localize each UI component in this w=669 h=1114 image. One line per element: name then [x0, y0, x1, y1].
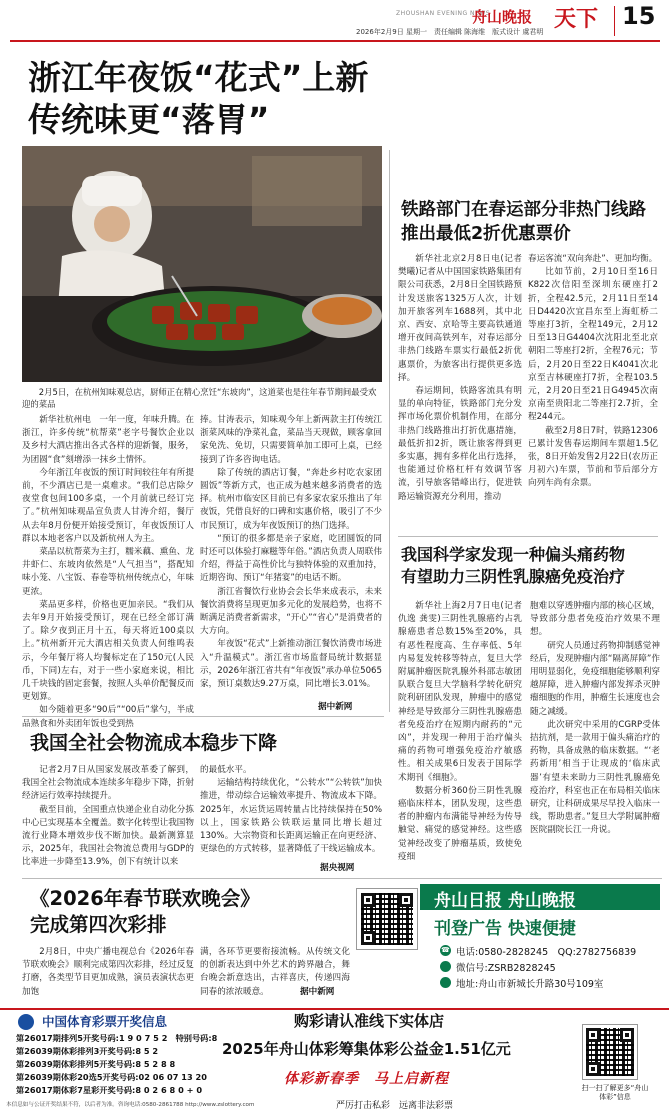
- headline-railway-2: 推出最低2折优惠票价: [401, 224, 571, 244]
- paragraph: 菜品更多样，价格也更加亲民。“我们从去年9月开始接受预订，现在已经全部订满了。除夕夜到正月十五，每天将近100桌以上。”杭州新开元大酒店相关负责人何维鸣表示，今年餐厅将人均餐标定在了150元(人民币，下同)左右，对于一些小家庭来说，相比几千块钱的固定套餐，按照人头单价配餐反而更划算。: [22, 599, 194, 703]
- masthead-divider: [614, 6, 615, 36]
- lottery-row: 第26017期体彩7星彩开奖号码:8 0 2 6 8 0 + 0: [16, 1085, 203, 1095]
- headline-science-2: 有望助力三阴性乳腺癌免疫治疗: [401, 567, 626, 586]
- paragraph: 截至2月8日7时，铁路12306已累计发售春运期间车票超1.5亿张，8日开始发售2月22日(农历正月初六)车票，节前和节后部分方向列车尚有余票。: [528, 425, 658, 489]
- lottery-results: [16, 1032, 252, 1097]
- a3-column-2: [530, 600, 660, 868]
- paragraph: 运输结构持续优化，“公转水”“公转铁”加快推进，带动综合运输效率提升、物流成本下降。2025年，水运货运周转量占比持续保持在50%以上，国家铁路公铁联运量同比增长超过130%。大宗物资和长距离运输正在向更经济、更绿色的方式转移，显著降低了干线运输成本。: [200, 778, 382, 855]
- paragraph: 捧。甘涛表示，知味观今年上新两款主打传统江浙菜风味的净菜礼盒，菜品当天现做，顾客拿回家免洗、免切，只需要简单加工即可上桌，已经接到了许多咨询电话。: [200, 415, 382, 465]
- paragraph: 新华社上海2月7日电(记者 仇逸 龚雯)三阴性乳腺癌约占乳腺癌患者总数15%至20%，具有恶性程度高、生存率低、5年内易复发转移等特点，复旦大学附属肿瘤医院乳腺外科邵志敏团队联合复旦大学脑科学转化研究院利研团队发现，肿瘤中的感觉神经是导致部分三阴性乳腺癌患者免疫治疗在短期内耐药的“元凶”，并发现一种用于治疗偏头痛的药物可增强免疫治疗敏感性。相关成果6日发表于国际学术期刊《细胞》。: [398, 601, 522, 783]
- paragraph: 除了传统的酒店订餐，“奔赴乡村吃农家团圆饭”等新方式，也正成为越来越多消费者的选择。杭州市临安区目前已有多家农家乐推出了年夜饭，凭借良好的口碑和实惠价格，吸引了不少市民预订，成为年夜饭预订的热门选择。: [200, 467, 382, 531]
- a2-column-1: [398, 253, 522, 529]
- chef-cooking-illustration: [22, 146, 382, 382]
- paragraph: 数据分析360份三阴性乳腺癌临床样本，团队发现，这些患者的肿瘤内布满能导神经为传导触觉、痛觉的感觉神经。这些感觉神经改变了肿瘤基质，致使免疫细: [398, 785, 522, 862]
- wechat-icon: [440, 961, 451, 972]
- section-rule: [22, 716, 384, 717]
- lottery-qr-code[interactable]: [582, 1024, 638, 1080]
- headline-logistics: 我国全社会物流成本稳步下降: [30, 732, 278, 754]
- paragraph: 记者2月7日从国家发展改革委了解到，我国全社会物流成本连续多年稳步下降，折射经济运行效率持续提升。: [22, 765, 194, 802]
- buy-line: 购彩请认准线下实体店: [294, 1012, 445, 1030]
- headline-dinner-1: 浙江年夜饭“花式”上新: [28, 58, 369, 97]
- ad-wechat: 微信号:ZSRB2828245: [456, 963, 556, 974]
- dateline: 2026年2月9日 星期一 责任编辑 陈海维 版式设计 虞君明: [356, 28, 544, 36]
- a5-column-2: [200, 946, 350, 1006]
- lottery-row: 第26039期体彩排列5开奖号码:8 5 2 8 8: [16, 1059, 176, 1069]
- a3-column-1: [398, 600, 522, 868]
- headline-dinner-2: 传统味更“落胃”: [28, 100, 270, 139]
- paragraph: 新华社北京2月8日电(记者 樊曦)记者从中国国家铁路集团有限公司获悉，2月8日全国铁路预计发送旅客1325万人次，计划加开旅客列车1688列，其中北京、西安、京哈等主要高铁通道增开夜间高铁列车，对春运部分非热门线路车票实行最低2折优惠票价，为旅客出行提供更多选择。: [398, 254, 522, 383]
- lottery-row: 第26039期体彩20选5开奖号码:02 06 07 13 20: [16, 1072, 207, 1082]
- ad-papers: 舟山日报 舟山晚报: [434, 891, 576, 911]
- header-rule: [10, 40, 660, 42]
- paragraph: 胞难以穿透肿瘤内部的核心区域，导致部分患者免疫治疗效果不理想。: [530, 601, 660, 638]
- fund-line: 2025年舟山体彩筹集体彩公益金1.51亿元: [222, 1040, 511, 1058]
- column-divider: [389, 150, 390, 712]
- location-icon: [440, 977, 451, 988]
- a5-column-1: [22, 946, 194, 1006]
- page-number: 15: [622, 2, 656, 30]
- lottery-banner: [0, 1008, 669, 1114]
- lottery-row: 第26039期体彩排列3开奖号码:8 5 2: [16, 1046, 159, 1056]
- headline-science-1: 我国科学家发现一种偏头痛药物: [401, 545, 626, 564]
- ad-panel: [420, 884, 660, 1002]
- ad-address: 地址:舟山市新城长升路30号109室: [456, 979, 604, 990]
- paragraph: 比如节前，2月10日至16日K822次信阳至深圳东硬座打2折，全程42.5元，2月11日至14日D4420次宜昌东至上海虹桥二等座打3折，全程149元，2月12日至13日G4404次沈阳北至北京朝阳二等座打2折，全程76元；节后，2月20日至22日K4041次北京至吉林硬座打7折，全程103.5元，2月20日至21日G4945次南京南至贵阳北二等座打2.7折，全程244元。: [528, 267, 658, 423]
- lottery-warning: 严厉打击私彩 远离非法彩票: [336, 1101, 454, 1111]
- paragraph: 截至目前，全国重点快递企业自动化分拣中心已实现基本全覆盖。数字化转型让我国物流行业降本增效步伐不断加快。最新测算显示，2025年，我国社会物流总费用与GDP的比率进一步降至13.9%，创下有统计以来: [22, 804, 194, 868]
- paragraph: 春运客流“双向奔赴”、更加均衡。: [528, 254, 658, 264]
- section-rule: [22, 878, 662, 879]
- a5-source: 据中新网: [300, 987, 335, 997]
- lottery-title: 中国体育彩票开奖信息: [42, 1014, 168, 1029]
- paragraph: “预订的很多都是亲子家庭，吃团圆饭的同时还可以体验打麻糍等年俗。”酒店负责人周联伟介绍，得益于高性价比与独特体验的双重加持，近期咨询、预订“年猪宴”的电话不断。: [200, 533, 382, 584]
- section-rule: [398, 536, 658, 537]
- paragraph: 浙江省餐饮行业协会会长华来成表示，未来餐饮消费将呈现更加多元化的发展趋势，也将不断满足消费者新需求，“开心”“省心”是消费者的大方向。: [200, 586, 382, 637]
- paragraph: 2月8日，中央广播电视总台《2026年春节联欢晚会》顺利完成第四次彩排，经过反复打磨，各类型节目更加成熟，演员表演状态更加饱: [22, 947, 194, 997]
- ad-slogan: 刊登广告 快速便捷: [434, 919, 576, 939]
- headline-gala-1: 《2026年春节联欢晚会》: [30, 887, 260, 910]
- a1-column-2: [200, 414, 382, 698]
- paragraph: 如今随着更多“90后”“00后”掌勺，半成品熟食和外卖团年饭也受到热: [22, 705, 194, 729]
- paragraph: 今年浙江年夜饭的预订时间较往年有所提前，不少酒店已是一桌难求。“我们总店除夕夜堂食包间100多桌，一个月前就已经订完了。”杭州知味观品宣负责人甘涛介绍，餐厅从去年8月份便开始接受预订，年夜饭预订人群以本地老客户以及新杭州人为主。: [22, 467, 194, 544]
- photo-caption: 2月5日，在杭州知味观总店，厨师正在精心烹饪“东坡肉”，这道菜也是往年春节期间最受欢迎的菜品: [22, 387, 377, 409]
- a4-column-1: [22, 764, 194, 874]
- headline-gala-2: 完成第四次彩排: [30, 913, 167, 936]
- paragraph: 菜品以杭帮菜为主打，糯米藕、熏鱼、龙井虾仁、东坡肉依然是“人气担当”，搭配知味小笼、八宝饭、春卷等杭州传统点心，年味更浓。: [22, 547, 194, 597]
- paragraph: 满，各环节更要衔接流畅。从传统文化的创新表达到中外艺术的跨界融合，舞台晚会新意迭出，古祥喜庆，传递四海同春的浓浓暖意。: [200, 947, 350, 997]
- ad-qr-code[interactable]: [356, 888, 418, 950]
- phone-icon: ☎: [441, 946, 450, 954]
- english-name: ZHOUSHAN EVENING NEWS: [396, 10, 491, 17]
- lottery-notice: 本信息如与公证开奖结果不符，以后者为准。咨询电话:0580-2861788 http://www.zslottery.com: [6, 1102, 255, 1108]
- a2-column-2: [528, 253, 658, 529]
- paragraph: 研究人员通过药物抑制感觉神经后，发现肿瘤内部“隔离屏障”作用明显弱化，免疫细胞能够顺利穿越屏障，进入肿瘤内部发挥杀灭肿瘤细胞的作用，肿瘤生长速度也会随之减缓。: [530, 640, 660, 717]
- section-title: 天下: [554, 7, 599, 32]
- sports-lottery-logo-icon: [18, 1014, 34, 1030]
- a1-column-1: [22, 414, 194, 729]
- masthead-bar: [10, 2, 660, 40]
- lottery-motto: 体彩新春季 马上启新程: [284, 1071, 449, 1087]
- paragraph: 新华社杭州电 一年一度，年味升腾。在浙江，许多传统“杭帮菜”老字号餐饮企业以及乡村大酒店推出各式各样的迎新餐，服务，为团圆“食”刻增添一抹乡土情怀。: [22, 415, 194, 465]
- paragraph: 年夜饭“花式”上新推动浙江餐饮消费市场进入“升温模式”。浙江省市场监督局统计数据显示，2026年浙江省共有“年夜饭”承办单位5065家，预订桌数达9.27万桌，同比增长3.01%。: [200, 639, 382, 690]
- chef-photo: [22, 146, 382, 382]
- a4-source: 据央视网: [320, 863, 355, 873]
- paragraph: 的最低水平。: [200, 765, 252, 775]
- a4-column-2: [200, 764, 382, 860]
- qr-caption: 扫一扫了解更多“舟山体彩”信息: [581, 1084, 649, 1101]
- logo: 舟山晚报: [472, 8, 533, 26]
- lottery-row: 第26017期排列5开奖号码:1 9 0 7 5 2 特别号码:8: [16, 1033, 218, 1043]
- a1-source: 据中新网: [318, 702, 353, 712]
- paragraph: 此次研究中采用的CGRP受体拮抗剂，是一款用于偏头痛治疗的药物，具备成熟的临床数据。“‘老药新用’相当于让现成的‘临床武器’有望未来助力三阴性乳腺癌免疫治疗，科室也正在布局相关临床研究，让科研成果尽早投入临床一线，帮助患者。”复旦大学附属肿瘤医院副院长江一舟说。: [530, 719, 660, 836]
- paragraph: 春运期间，铁路客流具有明显的单向特征，铁路部门充分发挥市场化票价机制作用，在部分非热门线路推出打折优惠措施，最低折扣2折，既让旅客得到更多实惠，拥有多样化出行选择，也能通过价格杠杆有效调节客流，引导旅客错峰出行，促进铁路运输资源充分利用，推动: [398, 386, 522, 502]
- headline-railway-1: 铁路部门在春运部分非热门线路: [401, 200, 646, 220]
- ad-phone[interactable]: 电话:0580-2828245 QQ:2782756839: [456, 947, 637, 958]
